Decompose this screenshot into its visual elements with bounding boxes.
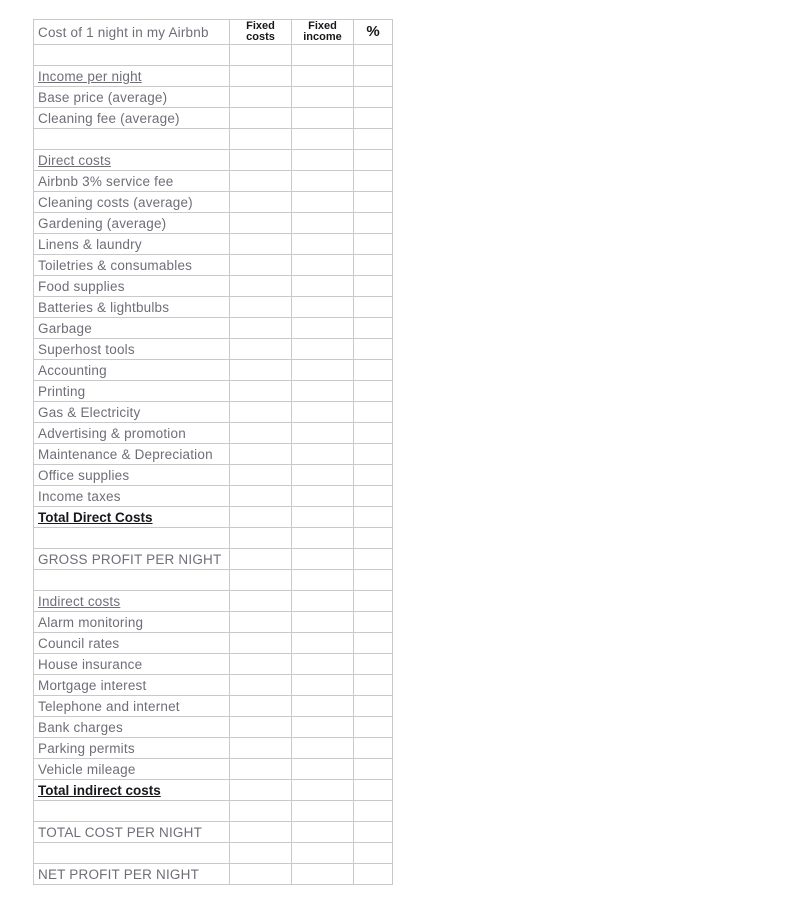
cell-fixed-income[interactable] [292, 150, 354, 171]
table-row [34, 801, 393, 822]
table-row [34, 171, 393, 192]
cell-percent[interactable] [354, 591, 393, 612]
cell-fixed-costs[interactable] [230, 864, 292, 885]
header-row [34, 20, 393, 45]
table-row [34, 276, 393, 297]
cell-fixed-income[interactable] [292, 549, 354, 570]
cell-percent[interactable] [354, 507, 393, 528]
cell-fixed-costs[interactable] [230, 675, 292, 696]
row-label: Vehicle mileage [34, 759, 230, 780]
cell-fixed-income[interactable] [292, 801, 354, 822]
cell-percent[interactable] [354, 675, 393, 696]
cell-fixed-costs[interactable] [230, 192, 292, 213]
cell-fixed-costs[interactable] [230, 129, 292, 150]
cell-percent[interactable] [354, 360, 393, 381]
table-row [34, 843, 393, 864]
cell-fixed-income[interactable] [292, 486, 354, 507]
cell-fixed-costs[interactable] [230, 654, 292, 675]
cell-percent[interactable] [354, 381, 393, 402]
cell-fixed-costs[interactable] [230, 66, 292, 87]
cell-percent[interactable] [354, 486, 393, 507]
cell-fixed-income[interactable] [292, 528, 354, 549]
cell-fixed-income[interactable] [292, 66, 354, 87]
cell-fixed-income[interactable] [292, 717, 354, 738]
table-row [34, 87, 393, 108]
row-label: House insurance [34, 654, 230, 675]
row-label: Accounting [34, 360, 230, 381]
cell-percent[interactable] [354, 129, 393, 150]
cell-fixed-costs[interactable] [230, 339, 292, 360]
cell-fixed-costs[interactable] [230, 402, 292, 423]
row-label [34, 129, 230, 150]
row-label: Cleaning fee (average) [34, 108, 230, 129]
row-label: Indirect costs [34, 591, 230, 612]
table-row [34, 339, 393, 360]
cell-fixed-income[interactable] [292, 45, 354, 66]
table-row [34, 234, 393, 255]
cell-fixed-income[interactable] [292, 444, 354, 465]
table-header [34, 20, 393, 45]
cell-fixed-costs[interactable] [230, 549, 292, 570]
table-row [34, 444, 393, 465]
table-row [34, 717, 393, 738]
cell-fixed-costs[interactable] [230, 213, 292, 234]
table-row [34, 570, 393, 591]
table-row [34, 465, 393, 486]
column-header-percent: % [354, 20, 393, 45]
row-label: Telephone and internet [34, 696, 230, 717]
table-row [34, 108, 393, 129]
table-row [34, 780, 393, 801]
cell-percent[interactable] [354, 864, 393, 885]
cell-fixed-income[interactable] [292, 612, 354, 633]
cell-fixed-costs[interactable] [230, 780, 292, 801]
cell-fixed-income[interactable] [292, 381, 354, 402]
cell-percent[interactable] [354, 801, 393, 822]
cell-fixed-income[interactable] [292, 255, 354, 276]
row-label: Toiletries & consumables [34, 255, 230, 276]
cell-fixed-income[interactable] [292, 822, 354, 843]
cell-percent[interactable] [354, 759, 393, 780]
row-label: Mortgage interest [34, 675, 230, 696]
row-label: Food supplies [34, 276, 230, 297]
cell-percent[interactable] [354, 192, 393, 213]
row-label [34, 801, 230, 822]
table-row [34, 633, 393, 654]
row-label: Cleaning costs (average) [34, 192, 230, 213]
table-row [34, 150, 393, 171]
cell-fixed-income[interactable] [292, 318, 354, 339]
cell-percent[interactable] [354, 45, 393, 66]
cell-fixed-costs[interactable] [230, 444, 292, 465]
cell-fixed-income[interactable] [292, 171, 354, 192]
cell-percent[interactable] [354, 570, 393, 591]
cell-fixed-income[interactable] [292, 234, 354, 255]
table-row [34, 822, 393, 843]
column-header-fixed-costs: Fixed costs [230, 20, 292, 45]
row-label: NET PROFIT PER NIGHT [34, 864, 230, 885]
cell-fixed-income[interactable] [292, 780, 354, 801]
table-row [34, 255, 393, 276]
cell-fixed-income[interactable] [292, 213, 354, 234]
cell-percent[interactable] [354, 171, 393, 192]
row-label: Printing [34, 381, 230, 402]
cell-fixed-costs[interactable] [230, 45, 292, 66]
row-label [34, 45, 230, 66]
cell-fixed-income[interactable] [292, 129, 354, 150]
cell-percent[interactable] [354, 423, 393, 444]
table-row [34, 192, 393, 213]
cell-percent[interactable] [354, 738, 393, 759]
row-label: Superhost tools [34, 339, 230, 360]
cell-fixed-costs[interactable] [230, 486, 292, 507]
cell-percent[interactable] [354, 612, 393, 633]
cell-percent[interactable] [354, 696, 393, 717]
cell-fixed-costs[interactable] [230, 108, 292, 129]
cell-fixed-costs[interactable] [230, 738, 292, 759]
cell-fixed-costs[interactable] [230, 612, 292, 633]
cell-fixed-income[interactable] [292, 633, 354, 654]
cell-fixed-costs[interactable] [230, 276, 292, 297]
row-label [34, 843, 230, 864]
cell-fixed-costs[interactable] [230, 234, 292, 255]
cell-percent[interactable] [354, 528, 393, 549]
table-row [34, 738, 393, 759]
cell-fixed-costs[interactable] [230, 297, 292, 318]
cell-fixed-income[interactable] [292, 423, 354, 444]
row-label: Garbage [34, 318, 230, 339]
table-row [34, 654, 393, 675]
cell-fixed-income[interactable] [292, 360, 354, 381]
cell-percent[interactable] [354, 822, 393, 843]
cell-fixed-costs[interactable] [230, 633, 292, 654]
table-title: Cost of 1 night in my Airbnb [34, 20, 230, 45]
cell-percent[interactable] [354, 654, 393, 675]
cell-fixed-costs[interactable] [230, 843, 292, 864]
row-label: GROSS PROFIT PER NIGHT [34, 549, 230, 570]
row-label: Gardening (average) [34, 213, 230, 234]
row-label: Direct costs [34, 150, 230, 171]
table-row [34, 129, 393, 150]
row-label: Parking permits [34, 738, 230, 759]
row-label: Base price (average) [34, 87, 230, 108]
cell-fixed-costs[interactable] [230, 822, 292, 843]
cell-fixed-costs[interactable] [230, 360, 292, 381]
cell-fixed-income[interactable] [292, 591, 354, 612]
cell-fixed-income[interactable] [292, 675, 354, 696]
table-row [34, 213, 393, 234]
cell-percent[interactable] [354, 633, 393, 654]
table-row [34, 45, 393, 66]
cell-fixed-costs[interactable] [230, 255, 292, 276]
cell-fixed-costs[interactable] [230, 318, 292, 339]
table-row [34, 423, 393, 444]
cell-fixed-costs[interactable] [230, 87, 292, 108]
row-label: TOTAL COST PER NIGHT [34, 822, 230, 843]
column-header-fixed-income: Fixed income [292, 20, 354, 45]
cell-fixed-costs[interactable] [230, 717, 292, 738]
cell-percent[interactable] [354, 150, 393, 171]
cell-fixed-income[interactable] [292, 843, 354, 864]
table-row [34, 402, 393, 423]
cell-percent[interactable] [354, 318, 393, 339]
table-row [34, 507, 393, 528]
cell-fixed-income[interactable] [292, 759, 354, 780]
cell-fixed-income[interactable] [292, 297, 354, 318]
cell-fixed-costs[interactable] [230, 696, 292, 717]
table-row [34, 549, 393, 570]
cell-fixed-income[interactable] [292, 465, 354, 486]
cell-fixed-costs[interactable] [230, 150, 292, 171]
cell-percent[interactable] [354, 297, 393, 318]
cell-fixed-costs[interactable] [230, 570, 292, 591]
table-row [34, 759, 393, 780]
cell-percent[interactable] [354, 66, 393, 87]
worksheet [33, 19, 393, 885]
row-label: Linens & laundry [34, 234, 230, 255]
cell-percent[interactable] [354, 339, 393, 360]
cell-fixed-income[interactable] [292, 864, 354, 885]
cell-fixed-income[interactable] [292, 192, 354, 213]
table-row [34, 486, 393, 507]
cell-fixed-costs[interactable] [230, 801, 292, 822]
row-label: Total indirect costs [34, 780, 230, 801]
cell-percent[interactable] [354, 465, 393, 486]
cost-table [33, 19, 393, 885]
cell-fixed-costs[interactable] [230, 423, 292, 444]
row-label: Advertising & promotion [34, 423, 230, 444]
cell-fixed-income[interactable] [292, 570, 354, 591]
cell-fixed-costs[interactable] [230, 591, 292, 612]
row-label: Council rates [34, 633, 230, 654]
cell-fixed-costs[interactable] [230, 171, 292, 192]
table-row [34, 696, 393, 717]
row-label: Alarm monitoring [34, 612, 230, 633]
table-row [34, 864, 393, 885]
cell-percent[interactable] [354, 444, 393, 465]
cell-percent[interactable] [354, 213, 393, 234]
row-label [34, 570, 230, 591]
row-label: Income per night [34, 66, 230, 87]
cell-fixed-income[interactable] [292, 108, 354, 129]
cell-fixed-costs[interactable] [230, 381, 292, 402]
row-label: Office supplies [34, 465, 230, 486]
row-label [34, 528, 230, 549]
table-row [34, 381, 393, 402]
row-label: Income taxes [34, 486, 230, 507]
table-body [34, 45, 393, 885]
cell-percent[interactable] [354, 255, 393, 276]
row-label: Maintenance & Depreciation [34, 444, 230, 465]
cell-fixed-income[interactable] [292, 738, 354, 759]
table-row [34, 318, 393, 339]
cell-fixed-income[interactable] [292, 507, 354, 528]
table-row [34, 297, 393, 318]
row-label: Gas & Electricity [34, 402, 230, 423]
cell-fixed-income[interactable] [292, 696, 354, 717]
cell-fixed-income[interactable] [292, 654, 354, 675]
cell-fixed-costs[interactable] [230, 759, 292, 780]
cell-fixed-income[interactable] [292, 87, 354, 108]
cell-percent[interactable] [354, 87, 393, 108]
cell-fixed-costs[interactable] [230, 507, 292, 528]
cell-percent[interactable] [354, 402, 393, 423]
row-label: Batteries & lightbulbs [34, 297, 230, 318]
row-label: Bank charges [34, 717, 230, 738]
cell-percent[interactable] [354, 108, 393, 129]
table-row [34, 528, 393, 549]
cell-fixed-income[interactable] [292, 339, 354, 360]
cell-fixed-costs[interactable] [230, 465, 292, 486]
cell-percent[interactable] [354, 234, 393, 255]
cell-fixed-income[interactable] [292, 402, 354, 423]
table-row [34, 612, 393, 633]
cell-fixed-income[interactable] [292, 276, 354, 297]
row-label: Total Direct Costs [34, 507, 230, 528]
cell-percent[interactable] [354, 843, 393, 864]
row-label: Airbnb 3% service fee [34, 171, 230, 192]
cell-percent[interactable] [354, 549, 393, 570]
cell-percent[interactable] [354, 780, 393, 801]
table-row [34, 591, 393, 612]
table-row [34, 675, 393, 696]
cell-percent[interactable] [354, 276, 393, 297]
cell-percent[interactable] [354, 717, 393, 738]
table-row [34, 360, 393, 381]
cell-fixed-costs[interactable] [230, 528, 292, 549]
table-row [34, 66, 393, 87]
